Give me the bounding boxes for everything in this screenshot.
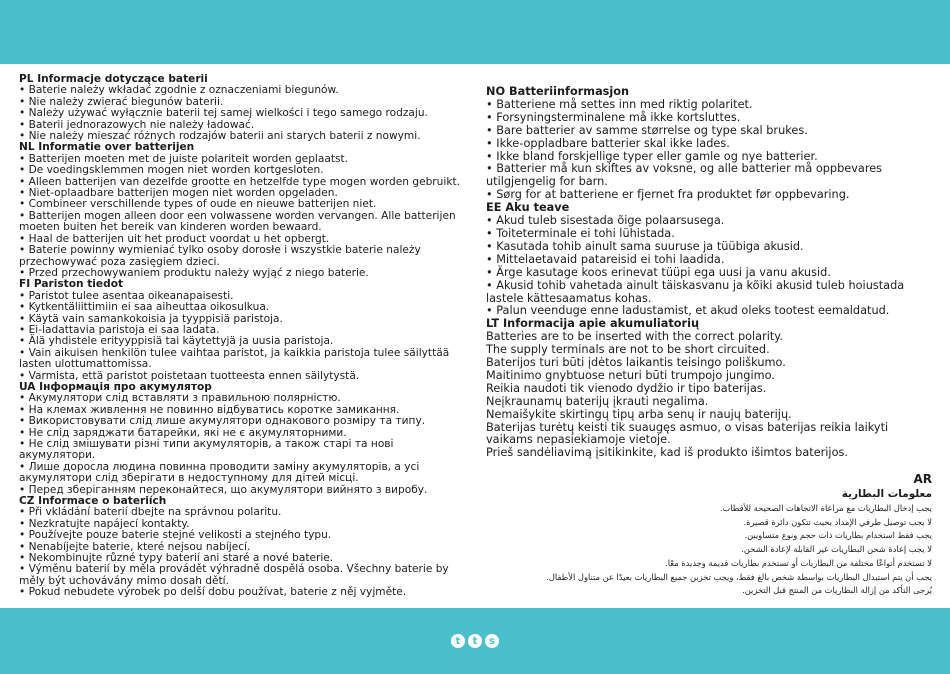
instruction-line: • Vain aikuisen henkilön tulee vaihtaa paristot, ja kaikkia paristoja tulee säilyttää lasten ulottumattomissa.	[19, 346, 450, 371]
instruction-line: • Лише доросла людина повинна проводити заміну акумуляторів, а усі акумулятори слід зберігати в недоступному для дітей місці.	[19, 460, 420, 485]
instruction-line: • Należy używać wyłącznie baterii tej samej wielkości i tego samego rodzaju.	[19, 107, 428, 120]
instruction-line: • Varmista, että paristot poistetaan tuotteesta ennen säilytystä.	[19, 369, 360, 382]
instruction-line: • Alleen batterijen van dezelfde grootte en hetzelfde type mogen worden gebruikt.	[19, 175, 460, 188]
instruction-line: • Akusid tohib vahetada ainult täiskasvanu ja kõiki akusid tuleb hoiustada lastele kättesaamatus kohas.	[486, 278, 905, 305]
section-heading: UA Інформація про акумулятор	[19, 380, 212, 393]
logo-letter: t	[468, 634, 482, 648]
left-column	[19, 74, 471, 599]
instruction-line: • Combineer verschillende types of oude en nieuwe batterijen niet.	[19, 198, 377, 211]
instruction-line: • De voedingsklemmen mogen niet worden kortgesloten.	[19, 164, 324, 177]
instruction-line: • Не слід змішувати різні типи акумуляторів, а також старі та нові акумулятори.	[19, 438, 394, 462]
instruction-line: Reikia naudoti tik vienodo dydžio ir tipo baterijas.	[486, 381, 767, 395]
instruction-line: • Nekombinujte různé typy baterií ani staré a nové baterie.	[19, 552, 334, 565]
instruction-line: Batteries are to be inserted with the correct polarity.	[486, 330, 783, 344]
instruction-line: • Käytä vain samankokoisia ja tyyppisiä paristoja.	[19, 312, 283, 325]
instruction-line: Nemaišykite skirtingų tipų arba senų ir naujų baterijų.	[486, 407, 792, 421]
instruction-line: • Ärge kasutage koos erinevat tüüpi ega uusi ja vanu akusid.	[486, 265, 831, 279]
tts-logo-icon	[448, 629, 502, 653]
instruction-line: • Ikke-oppladbare batterier skal ikke lades.	[486, 136, 730, 150]
section-heading: LT Informacija apie akumuliatorių	[486, 317, 700, 331]
arabic-line: يجب أن يتم استبدال البطاريات بواسطة شخص بالغ فقط، ويجب تخزين جميع البطاريات بعيدًا عن متناول الأطفال.	[546, 571, 932, 582]
arabic-heading: معلومات البطارية	[841, 488, 932, 500]
instruction-line: Prieš sandėliavimą įsitikinkite, kad iš produkto išimtos baterijos.	[486, 446, 848, 460]
instruction-line: Baterijos turi būti įdėtos laikantis teisingo poliškumo.	[486, 356, 786, 370]
instruction-line: • Niet-oplaadbare batterijen mogen niet worden opgeladen.	[19, 187, 338, 200]
instruction-line: Neįkraunamų baterijų įkrauti negalima.	[486, 394, 709, 408]
section-heading: NO Batteriinformasjon	[486, 85, 630, 98]
instruction-line: • Nie należy zwierać biegunów baterii.	[19, 95, 224, 108]
instruction-line: • Baterii jednorazowych nie należy ładować.	[19, 118, 255, 131]
instruction-line: • Výměnu baterií by měla provádět výhradně dospělá osoba. Všechny baterie by měly být uchovávány mimo dosah dětí.	[19, 563, 449, 587]
instruction-line: • Haal de batterijen uit het product voordat u het opbergt.	[19, 232, 330, 245]
section-heading: EE Aku teave	[486, 201, 570, 215]
instruction-line: • Používejte pouze baterie stejné velikosti a stejného typu.	[19, 529, 332, 542]
language-section	[486, 202, 934, 318]
arabic-section	[520, 472, 932, 598]
section-heading: CZ Informace o bateriích	[19, 495, 167, 508]
logo-letter: t	[451, 634, 465, 648]
arabic-line: لا يجب توصيل طرفي الإمداد بحيث تتكون دائرة قصيرة.	[743, 516, 932, 527]
language-section	[486, 318, 934, 460]
instruction-line: • Pokud nebudete výrobek po delší dobu používat, baterie z něj vyjměte.	[19, 586, 407, 599]
instruction-line: • Bare batterier av samme størrelse og type skal brukes.	[486, 123, 808, 137]
instruction-line: • Kasutada tohib ainult sama suuruse ja tüübiga akusid.	[486, 239, 804, 253]
instruction-line: • Paristot tulee asentaa oikeanapaisesti.	[19, 289, 234, 302]
instruction-line: • Przed przechowywaniem produktu należy wyjąć z niego baterie.	[19, 266, 369, 279]
instruction-line: • Використовувати слід лише акумулятори однакового розміру та типу.	[19, 415, 426, 428]
instruction-line: • На клемах живлення не повинно відбуватись коротке замикання.	[19, 403, 400, 416]
instruction-line: Baterijas turėtų keisti tik suaugęs asmuo, o visas baterijas reikia laikyti vaikams nepasiekiamoje vietoje.	[486, 420, 889, 447]
arabic-language-code: AR	[913, 472, 932, 486]
section-heading: NL Informatie over batterijen	[19, 141, 195, 154]
arabic-line: يجب إدخال البطاريات مع مراعاة الاتجاهات الصحيحة للأقطاب.	[719, 503, 932, 513]
language-section	[19, 496, 471, 599]
instruction-line: • Nie należy mieszać różnych rodzajów baterii ani starych baterii z nowymi.	[19, 130, 421, 143]
language-section	[19, 382, 471, 496]
language-section	[19, 74, 471, 142]
instruction-line: • Batteriene må settes inn med riktig polaritet.	[486, 97, 753, 111]
instruction-line: • Palun veenduge enne ladustamist, et akud oleks tootest eemaldatud.	[486, 304, 890, 318]
instruction-line: • Batterijen moeten met de juiste polariteit worden geplaatst.	[19, 152, 349, 165]
instruction-line: • Не слід заряджати батарейки, які не є акумуляторними.	[19, 426, 347, 439]
instruction-line: • Sørg for at batteriene er fjernet fra produktet før oppbevaring.	[486, 188, 850, 202]
instruction-line: • Перед зберіганням переконайтеся, що акумулятори вийнято з виробу.	[19, 483, 428, 496]
logo-letter: s	[485, 634, 499, 648]
instruction-line: • Nenabíjejte baterie, které nejsou nabíjecí.	[19, 540, 251, 553]
language-section	[486, 86, 934, 202]
arabic-line: لا يجب إعادة شحن البطاريات غير القابلة لإعادة الشحن.	[741, 544, 932, 555]
language-section	[19, 279, 471, 382]
instruction-line: • Batterier må kun skiftes av voksne, og alle batterier må oppbevares utilgjengelig for barn.	[486, 162, 883, 189]
instruction-line: • Při vkládání baterií dbejte na správnou polaritu.	[19, 506, 282, 519]
section-heading: PL Informacje dotyczące baterii	[19, 73, 208, 85]
top-color-band	[0, 0, 950, 64]
arabic-line: يجب فقط استخدام بطاريات ذات حجم ونوع متساويين.	[744, 530, 932, 541]
arabic-lines	[520, 502, 932, 598]
instruction-line: • Toiteterminale ei tohi lühistada.	[486, 226, 675, 240]
right-column	[486, 86, 934, 460]
instruction-line: • Akud tuleb sisestada õige polaarsusega.	[486, 214, 725, 228]
instruction-line: • Ikke bland forskjellige typer eller gamle og nye batterier.	[486, 149, 818, 163]
section-heading: FI Pariston tiedot	[19, 278, 124, 291]
instruction-line: Maitinimo gnybtuose neturi būti trumpojo jungimo.	[486, 368, 775, 382]
arabic-line: لا تستخدم أنواعًا مختلفة من البطاريات أو تستخدم بطاريات قديمة وجديدة معًا.	[665, 557, 932, 568]
instruction-line: • Älä yhdistele erityyppisiä tai käytettyjä ja uusia paristoja.	[19, 335, 334, 348]
instruction-line: • Акумулятори слід вставляти з правильною полярністю.	[19, 392, 341, 405]
arabic-line: يُرجى التأكد من إزالة البطاريات من المنتج قبل التخزين.	[742, 585, 932, 596]
instruction-line: • Baterie należy wkładać zgodnie z oznaczeniami biegunów.	[19, 84, 339, 97]
instruction-line: • Baterie powinny wymieniać tylko osoby dorosłe i wszystkie baterie należy przechowywać poza zasięgiem dzieci.	[19, 244, 421, 268]
language-section	[19, 142, 471, 279]
instruction-line: The supply terminals are not to be short circuited.	[486, 343, 770, 357]
instruction-line: • Kytkentäliittimiin ei saa aiheuttaa oikosulkua.	[19, 301, 270, 314]
instruction-line: • Ei-ladattavia paristoja ei saa ladata.	[19, 323, 220, 336]
instruction-line: • Mittelaetavaid patareisid ei tohi laadida.	[486, 252, 725, 266]
instruction-line: • Batterijen mogen alleen door een volwassene worden vervangen. Alle batterijen moeten buiten het bereik van kinderen worden bewaard.	[19, 209, 456, 234]
instruction-line: • Nezkratujte napájecí kontakty.	[19, 517, 190, 530]
instruction-line: • Forsyningsterminalene må ikke kortsluttes.	[486, 110, 741, 124]
